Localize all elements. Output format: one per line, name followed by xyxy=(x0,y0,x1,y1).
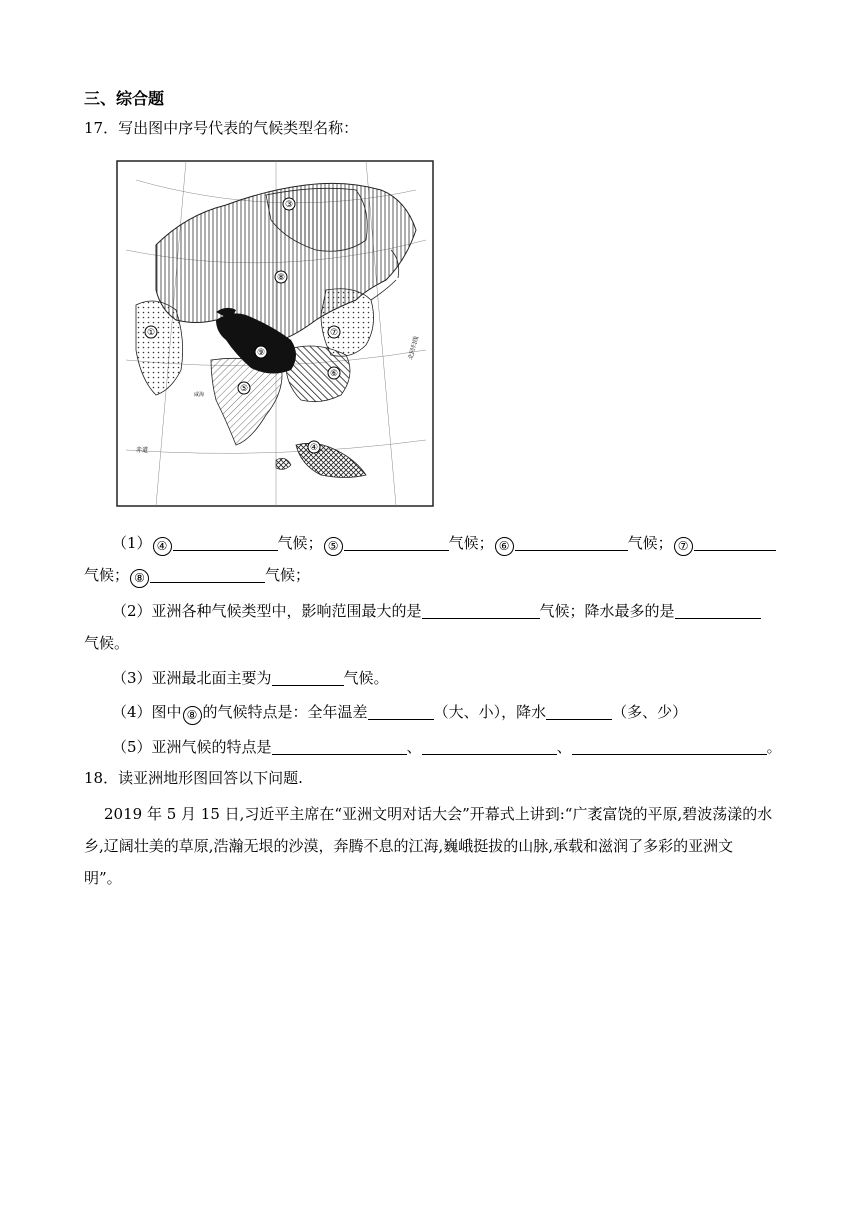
q18-number: 18． xyxy=(84,769,119,787)
climate-word: 气候 xyxy=(84,566,115,584)
q18-paragraph-line3: 明”。 xyxy=(84,869,122,887)
part4-text-a: （4）图中 xyxy=(112,703,182,721)
map-marker-4 xyxy=(308,441,320,453)
marker-5: ⑤ xyxy=(324,537,343,556)
q17-part5 xyxy=(112,737,782,757)
blank-precipitation[interactable] xyxy=(546,703,612,720)
svg-text:⑨: ⑨ xyxy=(256,348,266,358)
q17-part4 xyxy=(112,702,687,725)
climate-word: 气候 xyxy=(627,534,658,552)
blank-6[interactable] xyxy=(515,534,628,551)
marker-8: ⑧ xyxy=(130,569,149,588)
blank-4[interactable] xyxy=(173,534,278,551)
q17-part1-line2 xyxy=(84,565,310,588)
map-marker-5 xyxy=(238,382,250,394)
part4-text-c: （大、小），降水 xyxy=(433,703,547,721)
climate-word: 气候 xyxy=(277,534,308,552)
svg-text:⑤: ⑤ xyxy=(239,384,249,394)
period: 。 xyxy=(766,738,782,756)
blank-feature-2[interactable] xyxy=(422,738,557,755)
part5-text: （5）亚洲气候的特点是 xyxy=(112,738,272,756)
part2-text-b: 气候；降水最多的是 xyxy=(539,602,675,620)
svg-text:④: ④ xyxy=(309,443,319,453)
blank-temp-range[interactable] xyxy=(368,703,434,720)
marker-6: ⑥ xyxy=(495,537,514,556)
map-marker-8 xyxy=(275,271,287,283)
marker-4: ④ xyxy=(153,537,172,556)
asia-climate-map xyxy=(116,160,434,507)
marker-8: ⑧ xyxy=(183,706,202,725)
tropic-label: 北回归线 xyxy=(407,335,421,361)
blank-feature-1[interactable] xyxy=(272,738,407,755)
svg-text:①: ① xyxy=(146,328,156,338)
climate-word: 气候 xyxy=(448,534,479,552)
separator: 、 xyxy=(406,738,422,756)
part2-text-c: 气候。 xyxy=(84,634,130,652)
q17-part1-line1 xyxy=(112,533,776,556)
equator-label: 赤道 xyxy=(136,447,149,454)
q18-paragraph-line1: 2019 年 5 月 15 日,习近平主席在“亚洲文明对话大会”开幕式上讲到:“广袤富饶的平原,碧波荡漾的水 xyxy=(104,805,773,823)
q17-part2-line2 xyxy=(84,633,129,653)
separator: ； xyxy=(114,566,130,584)
part1-number: （1） xyxy=(112,534,152,552)
map-marker-1 xyxy=(145,326,157,338)
marker-7: ⑦ xyxy=(674,537,693,556)
blank-8[interactable] xyxy=(150,566,265,583)
part2-text-a: （2）亚洲各种气候类型中，影响范围最大的是 xyxy=(112,602,422,620)
section-title: 三、综合题 xyxy=(84,89,165,108)
separator: ； xyxy=(478,534,494,552)
q17-part2-line1 xyxy=(112,601,761,621)
blank-7[interactable] xyxy=(694,534,776,551)
separator: ； xyxy=(657,534,673,552)
q18-stem xyxy=(84,768,303,788)
map-marker-6 xyxy=(328,367,340,379)
separator: 、 xyxy=(556,738,572,756)
blank-wettest-climate[interactable] xyxy=(675,602,761,619)
climate-word: 气候 xyxy=(265,566,296,584)
part3-text-b: 气候。 xyxy=(343,669,389,687)
q17-part3 xyxy=(112,668,389,688)
svg-text:⑥: ⑥ xyxy=(329,369,339,379)
svg-text:⑧: ⑧ xyxy=(276,273,286,283)
svg-text:③: ③ xyxy=(284,200,294,210)
q18-text: 读亚洲地形图回答以下问题. xyxy=(118,769,303,787)
separator: ； xyxy=(307,534,323,552)
blank-feature-3[interactable] xyxy=(572,738,767,755)
q17-number: 17． xyxy=(84,119,119,137)
map-marker-7 xyxy=(328,326,340,338)
map-marker-9 xyxy=(255,346,267,358)
part3-text-a: （3）亚洲最北面主要为 xyxy=(112,669,272,687)
part4-text-b: 的气候特点是：全年温差 xyxy=(202,703,368,721)
q18-paragraph-line2: 乡,辽阔壮美的草原,浩瀚无垠的沙漠，奔腾不息的江海,巍峨挺拔的山脉,承载和滋润了多彩的亚洲文 xyxy=(84,837,734,855)
q17-stem xyxy=(84,118,358,138)
lake-label: 咸海 xyxy=(194,392,205,398)
separator: ； xyxy=(295,566,311,584)
blank-5[interactable] xyxy=(344,534,449,551)
blank-largest-climate[interactable] xyxy=(422,602,540,619)
map-marker-3 xyxy=(283,198,295,210)
part4-text-d: （多、少） xyxy=(612,703,688,721)
blank-north-climate[interactable] xyxy=(272,669,344,686)
svg-text:⑦: ⑦ xyxy=(329,328,339,338)
q17-text: 写出图中序号代表的气候类型名称： xyxy=(118,119,359,137)
